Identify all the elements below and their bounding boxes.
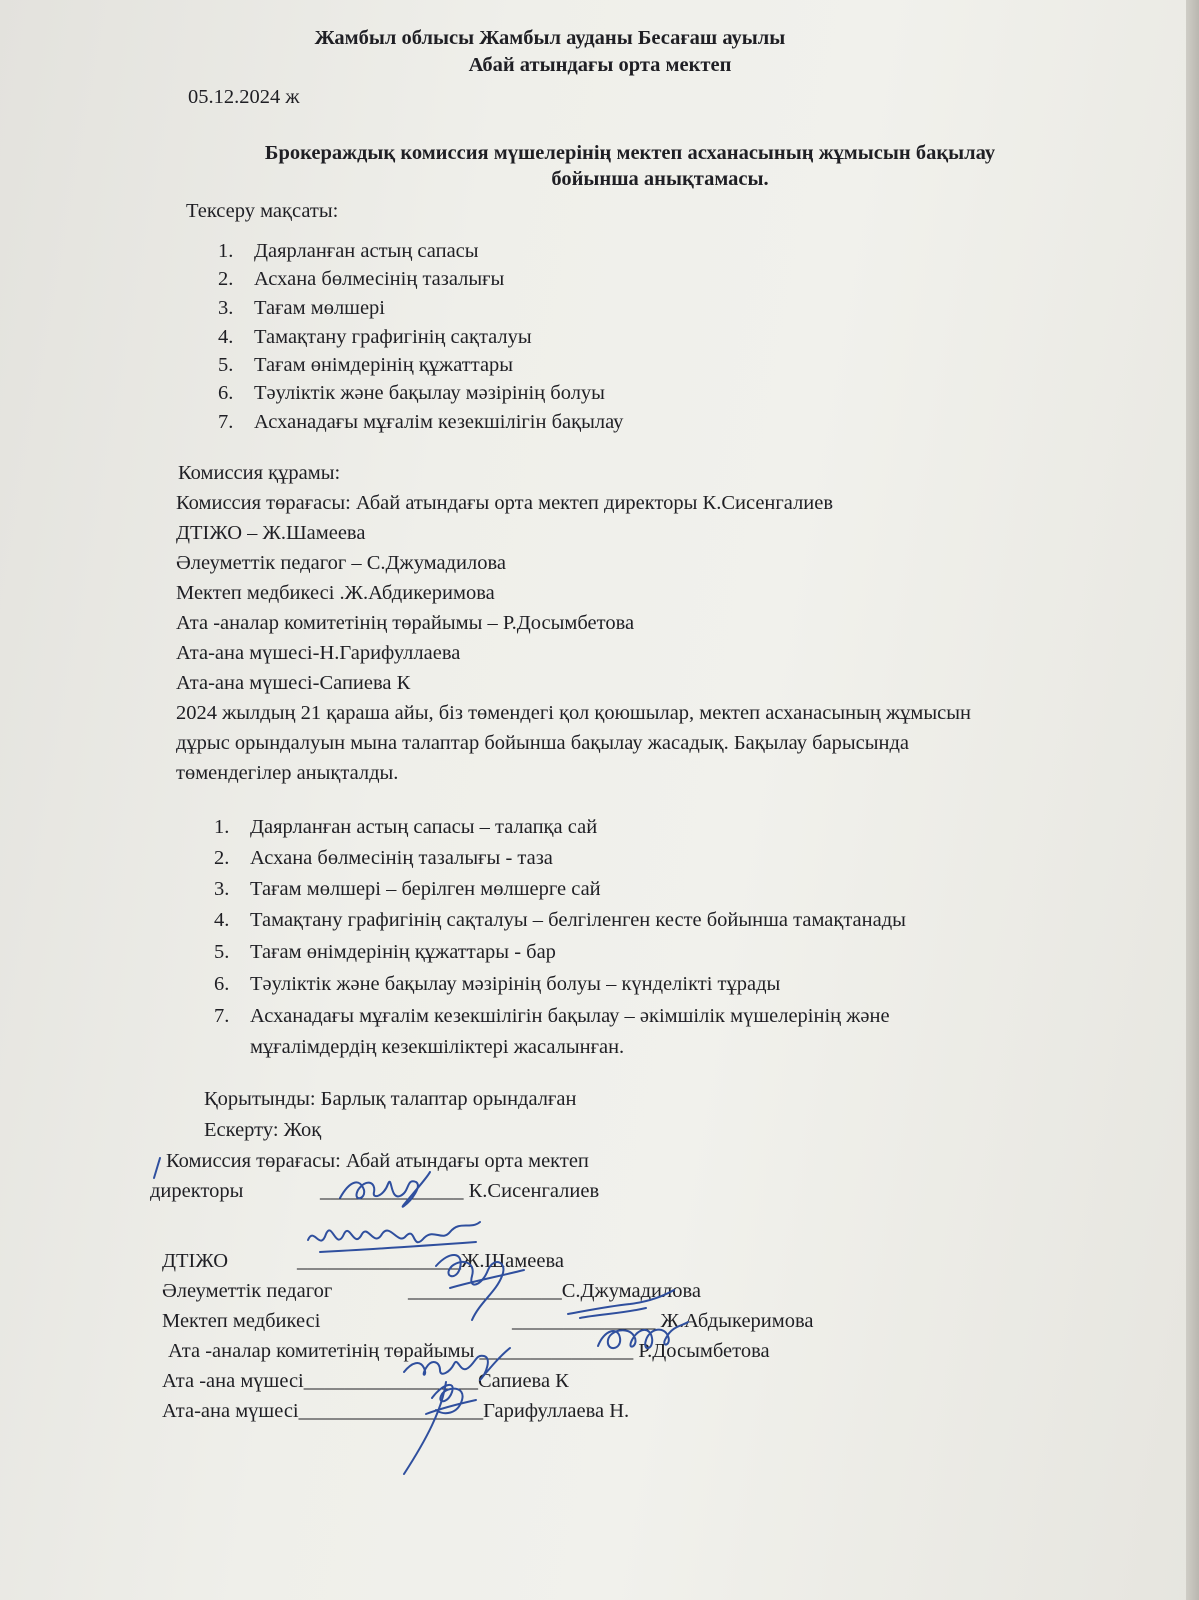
- signature-committee-chair-scribble: [584, 1312, 694, 1362]
- signature-label: Әлеуметтік педагог: [162, 1280, 333, 1302]
- purpose-item: 6. Тәуліктік және бақылау мәзірінің болуы: [218, 382, 605, 404]
- purpose-item: 5. Тағам өнімдерінің құжаттары: [218, 354, 514, 376]
- purpose-item: 1. Даярланған астың сапасы: [218, 240, 479, 262]
- document-title-line-1: Брокераждық комиссия мүшелерінің мектеп асханасының жұмысын бақылау: [264, 142, 996, 164]
- result-item-continuation: мұғалімдердің кезекшіліктері жасалынған.: [250, 1036, 625, 1058]
- signature-chair-title: Комиссия төрағасы: Абай атындағы орта мектеп: [166, 1150, 589, 1172]
- commission-heading: Комиссия құрамы:: [178, 462, 341, 484]
- purpose-item: 7. Асханадағы мұғалім кезекшілігін бақылау: [218, 411, 624, 433]
- result-item: 4. Тамақтану графигінің сақталуы – белгіленген кесте бойынша тамақтанады: [214, 909, 906, 931]
- purpose-item: 4. Тамақтану графигінің сақталуы: [218, 326, 532, 348]
- signature-name: С.Джумадилова: [561, 1280, 701, 1302]
- signature-blank: ______________: [512, 1310, 656, 1332]
- header-line-2: Абай атындағы орта мектеп: [468, 54, 732, 76]
- signature-blank: ________________: [297, 1250, 461, 1272]
- document-title-line-2: бойынша анықтамасы.: [551, 168, 769, 190]
- signature-label: Ата -аналар комитетінің төрайымы: [168, 1340, 475, 1362]
- purpose-item: 3. Тағам мөлшері: [218, 297, 385, 319]
- signature-social-pedagog-scribble: [420, 1236, 530, 1326]
- commission-member: Ата-ана мүшесі-Н.Гарифуллаева: [176, 642, 461, 664]
- signature-parent-garifullaeva-scribble: [396, 1370, 486, 1480]
- header-line-1: Жамбыл облысы Жамбыл ауданы Бесағаш ауылы: [314, 27, 786, 49]
- signature-label: ДТІЖО: [162, 1250, 228, 1272]
- document-date: 05.12.2024 ж: [188, 86, 300, 108]
- commission-member: Комиссия төрағасы: Абай атындағы орта мектеп директоры К.Сисенгалиев: [176, 492, 834, 514]
- signature-name: Ж.Абдыкеримова: [660, 1310, 814, 1332]
- note: Ескерту: Жоқ: [204, 1119, 322, 1141]
- commission-member: Әлеуметтік педагог – С.Джумадилова: [176, 552, 507, 574]
- signature-label: Ата-ана мүшесі: [162, 1400, 299, 1422]
- signature-label: директоры: [150, 1180, 244, 1202]
- purpose-heading: Тексеру мақсаты:: [186, 200, 339, 222]
- signature-name: Сапиева К: [478, 1370, 569, 1392]
- signature-name: Гарифуллаева Н.: [483, 1400, 630, 1422]
- commission-member: Ата -аналар комитетінің төрайымы – Р.Досымбетова: [176, 612, 635, 634]
- signature-blank: _______________: [408, 1280, 562, 1302]
- page-fold-shadow: [1186, 0, 1199, 1600]
- signature-name: Р.Досымбетова: [638, 1340, 770, 1362]
- signature-blank: ______________: [320, 1180, 464, 1202]
- signature-label: Мектеп медбикесі: [162, 1310, 321, 1332]
- intro-line: төмендегілер анықталды.: [176, 762, 399, 784]
- conclusion: Қорытынды: Барлық талаптар орындалған: [204, 1088, 577, 1110]
- signature-name: К.Сисенгалиев: [468, 1180, 600, 1202]
- commission-member: Мектеп медбикесі .Ж.Абдикеримова: [176, 582, 495, 604]
- commission-member: Ата-ана мүшесі-Сапиева К: [176, 672, 411, 694]
- result-item: 3. Тағам мөлшері – берілген мөлшерге сай: [214, 878, 601, 900]
- commission-member: ДТІЖО – Ж.Шамеева: [176, 522, 366, 544]
- intro-line: дұрыс орындалуын мына талаптар бойынша бақылау жасадық. Бақылау барысында: [176, 732, 910, 754]
- signature-name: Ж.Шамеева: [461, 1250, 564, 1272]
- signature-blank: _______________: [479, 1340, 634, 1362]
- result-item: 5. Тағам өнімдерінің құжаттары - бар: [214, 941, 556, 963]
- purpose-item: 2. Асхана бөлмесінің тазалығы: [218, 268, 505, 290]
- signature-blank: __________________: [298, 1400, 484, 1422]
- result-item: 2. Асхана бөлмесінің тазалығы - таза: [214, 847, 553, 869]
- result-item: 6. Тәуліктік және бақылау мәзірінің болуы – күнделікті тұрады: [214, 973, 781, 995]
- result-item: 7. Асханадағы мұғалім кезекшілігін бақылау – әкімшілік мүшелерінің және: [214, 1005, 890, 1027]
- intro-line: 2024 жылдың 21 қараша айы, біз төмендегі қол қоюшылар, мектеп асханасының жұмысын: [176, 702, 971, 724]
- result-item: 1. Даярланған астың сапасы – талапқа сай: [214, 816, 598, 838]
- signature-chair-scribble: [330, 1160, 440, 1220]
- signature-blank: _________________: [303, 1370, 478, 1392]
- signature-label: Ата -ана мүшесі: [162, 1370, 304, 1392]
- signature-tick-mark: [148, 1152, 168, 1186]
